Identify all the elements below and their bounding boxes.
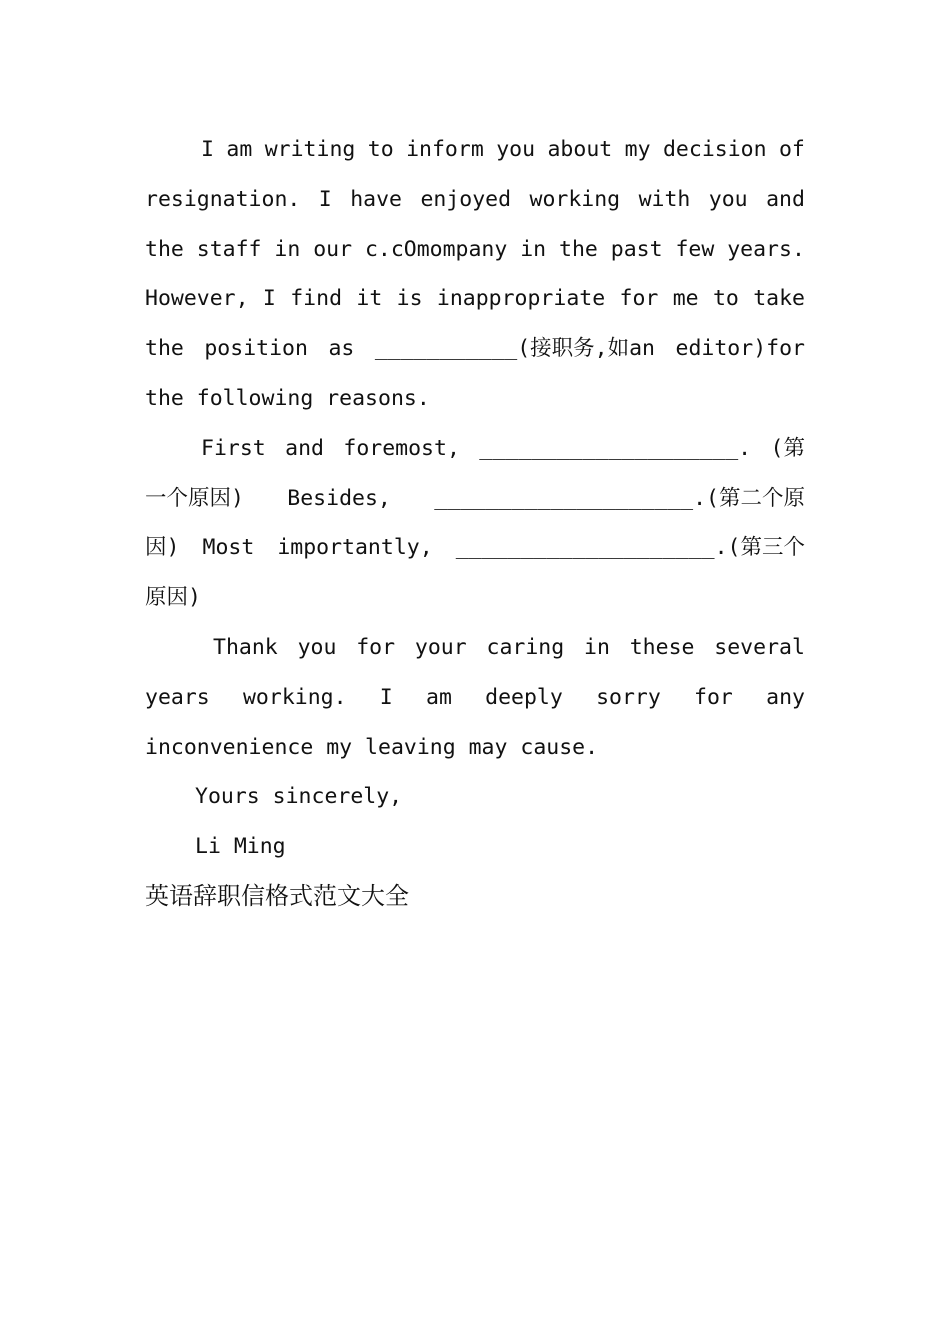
word: me xyxy=(672,286,699,312)
word: years xyxy=(145,684,210,710)
text-line xyxy=(145,225,805,275)
word: for xyxy=(619,286,659,312)
word: working. xyxy=(242,684,347,710)
closing: Yours sincerely, xyxy=(195,784,403,810)
word: your xyxy=(414,634,467,660)
word: ____________________.(第二个原 xyxy=(434,485,805,511)
word: However, xyxy=(145,286,249,312)
word: you xyxy=(708,186,748,212)
word: ____________________. xyxy=(479,435,752,461)
word: importantly, xyxy=(277,535,433,561)
text-line xyxy=(145,324,805,374)
word: I xyxy=(262,286,276,312)
word: Thank xyxy=(213,634,278,660)
word: ___________(接职务,如an xyxy=(374,336,656,362)
word: Besides, xyxy=(287,485,391,511)
word: editor)for xyxy=(675,336,805,362)
paragraph-intro xyxy=(145,125,805,424)
word: of xyxy=(778,137,805,162)
word: in xyxy=(584,634,610,660)
word: our xyxy=(313,236,353,262)
word: the xyxy=(559,236,598,262)
word: years. xyxy=(727,236,805,262)
text-line xyxy=(145,175,805,225)
word: take xyxy=(753,286,805,312)
paragraph-reasons xyxy=(145,424,805,623)
word: c.cOmompany xyxy=(364,236,508,262)
word: and xyxy=(766,186,805,212)
word: any xyxy=(766,684,805,710)
word: my xyxy=(624,137,651,162)
word: deeply xyxy=(485,684,563,710)
text-line xyxy=(145,623,805,673)
word: staff xyxy=(196,236,262,262)
word: 一个原因) xyxy=(145,485,244,511)
text-line xyxy=(145,673,805,723)
word: in xyxy=(274,236,301,262)
word: you xyxy=(496,137,536,162)
word: position xyxy=(204,336,308,362)
word: Most xyxy=(202,535,255,561)
word: about xyxy=(547,137,613,162)
signature: Li Ming xyxy=(195,834,286,860)
word: caring xyxy=(486,634,565,660)
word: inappropriate xyxy=(436,286,606,312)
word: foremost, xyxy=(343,435,460,461)
word: is xyxy=(396,286,423,312)
word: First xyxy=(201,435,266,461)
next-article-heading: 英语辞职信格式范文大全 xyxy=(145,881,409,910)
word: the xyxy=(145,236,184,262)
word: inform xyxy=(406,137,484,162)
text-line xyxy=(145,274,805,324)
word: past xyxy=(610,236,663,262)
word: resignation. xyxy=(145,186,301,212)
text-line: inconvenience my leaving may cause. xyxy=(145,734,599,760)
text-line xyxy=(145,125,805,175)
text-line: the following reasons. xyxy=(145,385,430,411)
word: ____________________.(第三个 xyxy=(455,535,805,561)
word: sorry xyxy=(596,684,661,710)
word: am xyxy=(226,137,253,162)
word: it xyxy=(356,286,383,312)
word: the xyxy=(145,336,184,362)
word: few xyxy=(675,236,715,262)
text-line xyxy=(145,424,805,474)
word: I xyxy=(379,684,393,710)
word: several xyxy=(714,634,805,660)
word: writing xyxy=(264,137,356,162)
text-line xyxy=(145,474,805,524)
word: as xyxy=(328,336,355,362)
word: enjoyed xyxy=(420,186,512,212)
paragraph-thanks xyxy=(145,623,805,772)
word: in xyxy=(520,236,547,262)
word: to xyxy=(367,137,394,162)
word: these xyxy=(629,634,695,660)
word: for xyxy=(694,684,733,710)
word: I xyxy=(318,186,332,212)
document-page xyxy=(145,125,805,922)
word: you xyxy=(297,634,337,660)
word: and xyxy=(285,435,324,461)
text-line xyxy=(145,523,805,573)
word: working xyxy=(529,186,621,212)
word: am xyxy=(426,684,452,710)
word: with xyxy=(638,186,691,212)
word: (第 xyxy=(770,435,805,461)
word: for xyxy=(356,634,396,660)
word: I xyxy=(201,137,214,162)
word: decision xyxy=(662,137,767,162)
word: find xyxy=(290,286,343,312)
text-line: 原因) xyxy=(145,585,201,611)
word: to xyxy=(712,286,739,312)
word: have xyxy=(350,186,402,212)
word: 因) xyxy=(145,535,180,561)
